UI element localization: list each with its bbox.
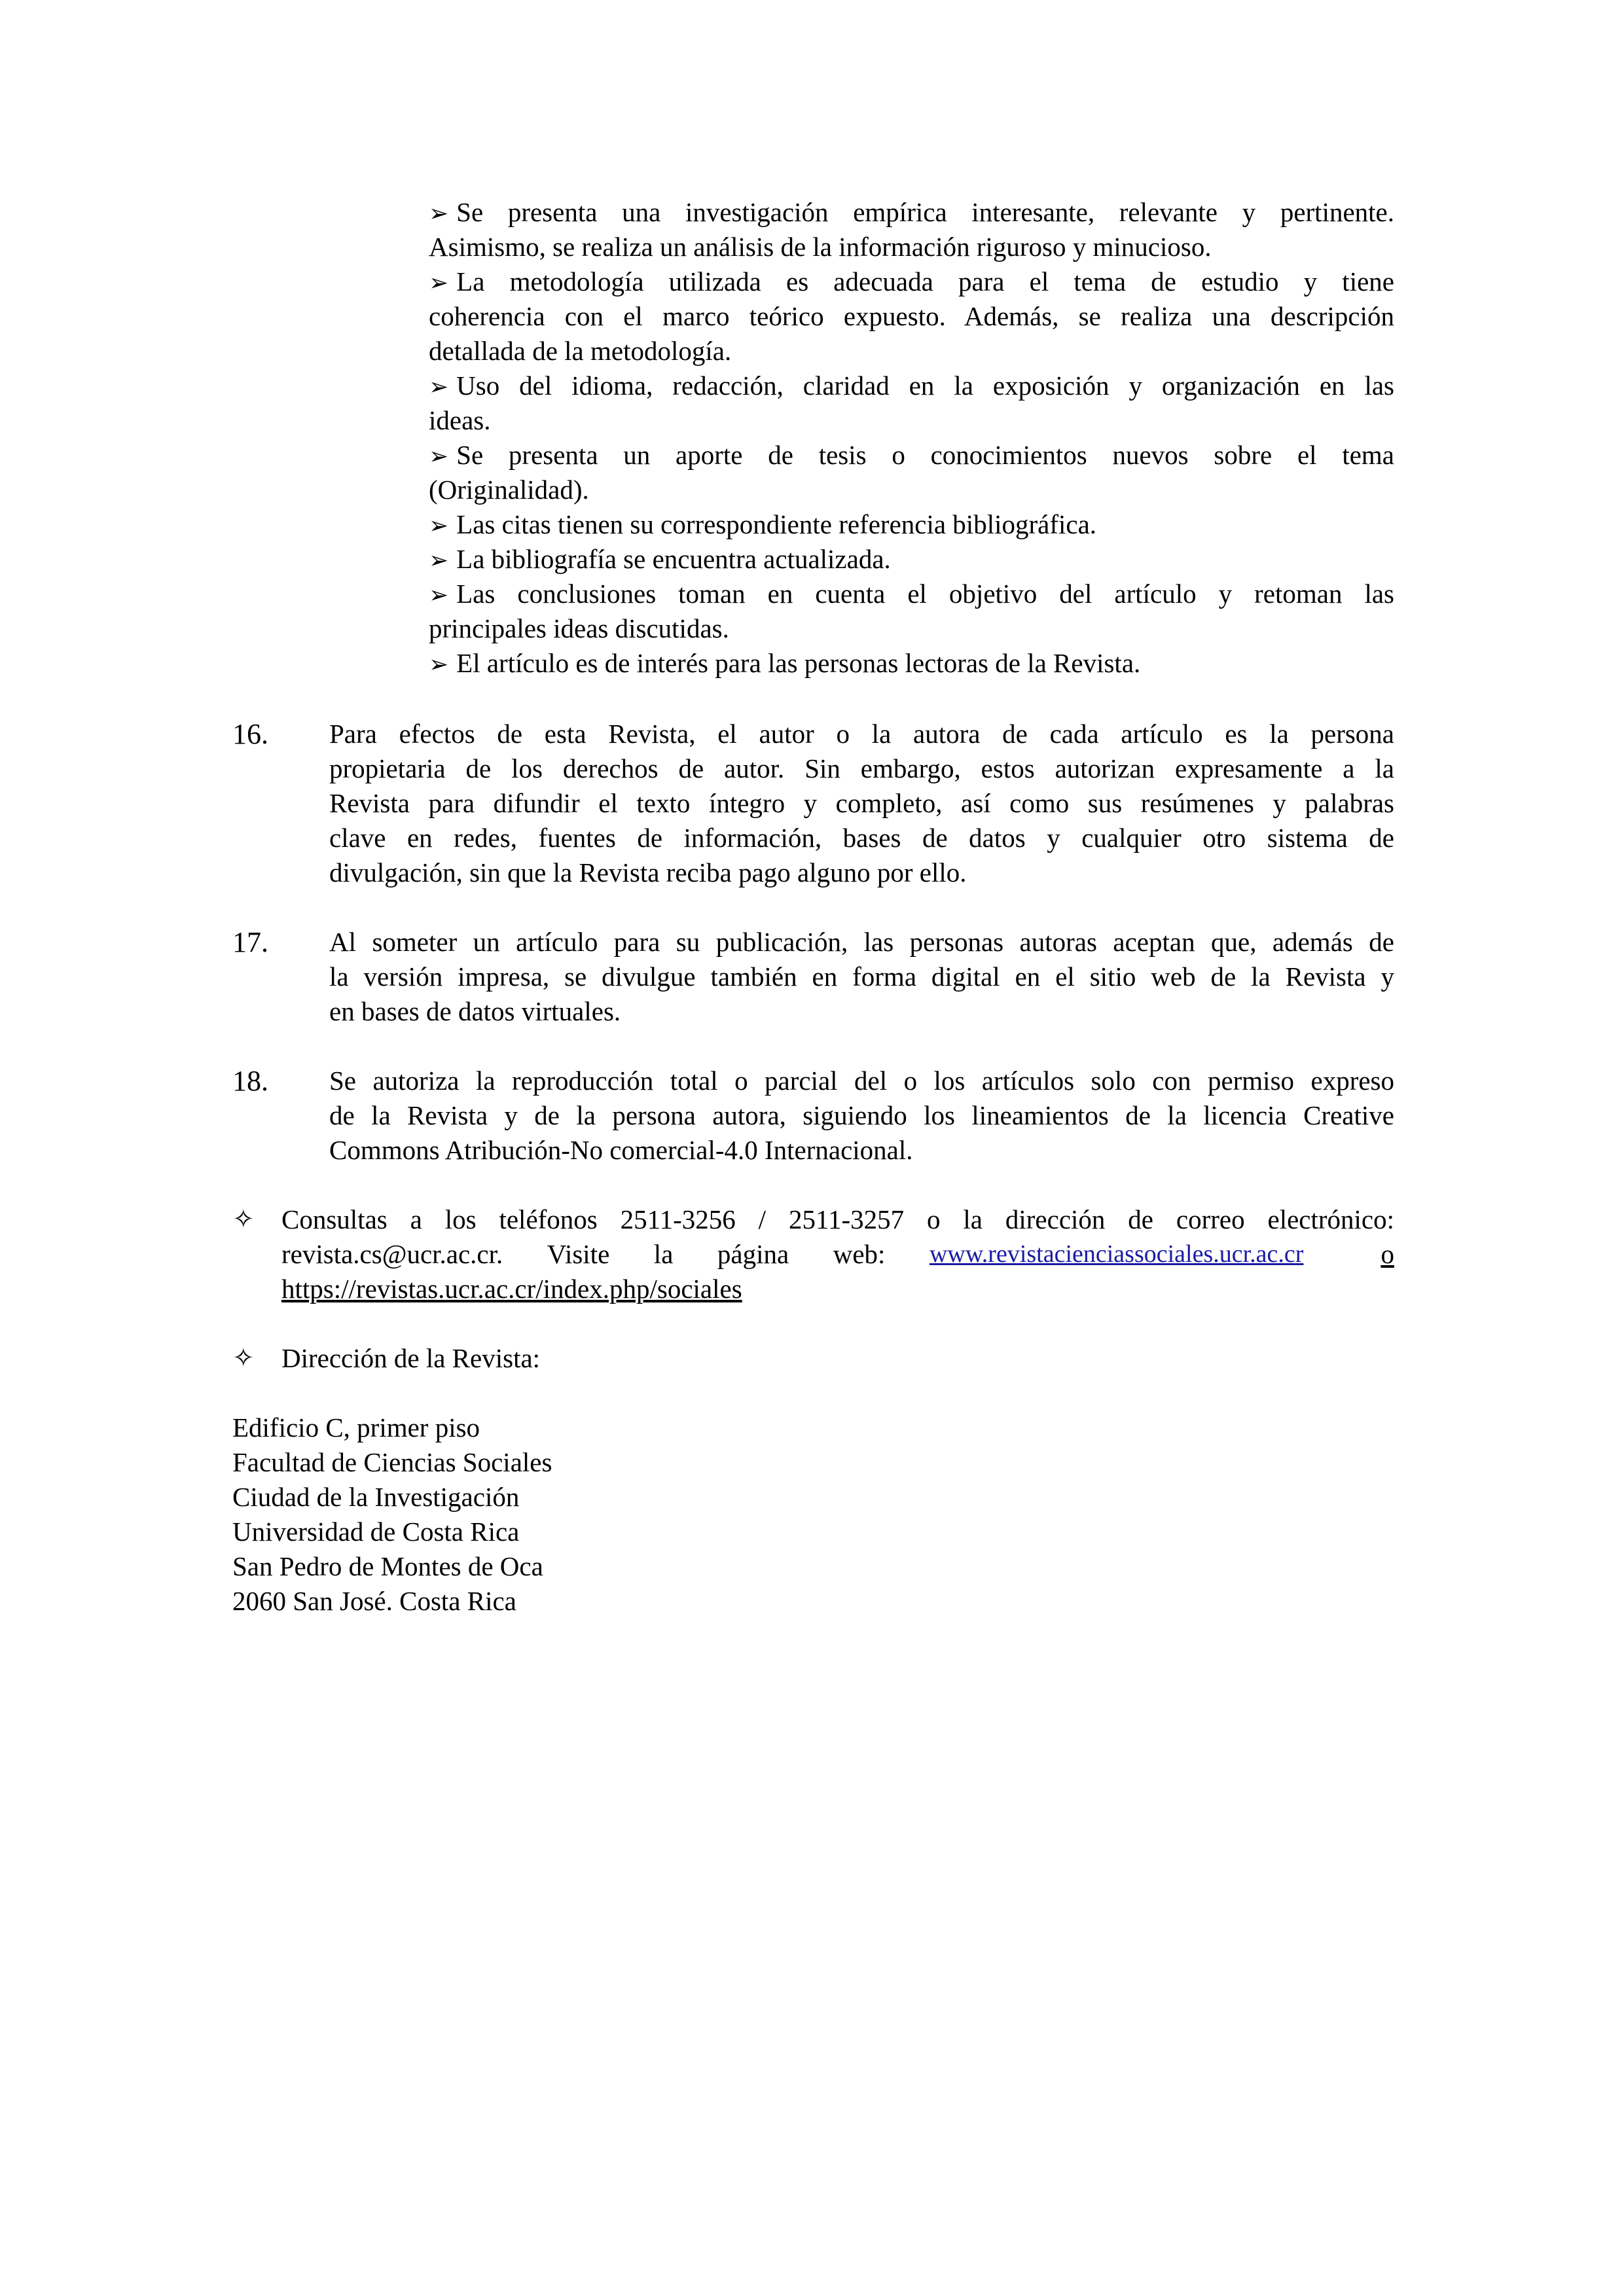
arrowhead-icon: ➢ [429, 651, 449, 678]
criteria-item-7-line-2: principales ideas discutidas. [429, 613, 729, 643]
contact-line-3 [281, 1272, 742, 1306]
item-number: 17. [232, 926, 268, 958]
contact-line-2 [281, 1237, 1394, 1272]
visit-word: Visite [547, 1239, 610, 1269]
arrowhead-icon: ➢ [429, 582, 449, 609]
arrowhead-icon: ➢ [429, 443, 449, 470]
item-17-line-1: Al someter un artículo para su publicación, las personas autoras aceptan que, además de [329, 927, 1394, 957]
criteria-item-2-line-1: ➢ La metodología utilizada es adecuada para el tema de estudio y tiene [429, 264, 1394, 300]
item-16-line-3: Revista para difundir el texto íntegro y completo, así como sus resúmenes y palabras [329, 788, 1394, 818]
criteria-item-8-line-1: ➢ El artículo es de interés para las personas lectoras de la Revista. [429, 646, 1140, 682]
criteria-item-3-line-2: ideas. [429, 405, 491, 435]
item-16-line-1: Para efectos de esta Revista, el autor o la autora de cada artículo es la persona [329, 719, 1394, 749]
address-line-6: 2060 San José. Costa Rica [232, 1586, 516, 1616]
contact-line-1: Consultas a los teléfonos 2511-3256 / 2511-3257 o la dirección de correo electrónico: [281, 1204, 1394, 1234]
website-link[interactable]: www.revistacienciassociales.ucr.ac.cr [929, 1240, 1304, 1268]
arrowhead-icon: ➢ [429, 547, 449, 574]
criteria-item-5-line-1: ➢ Las citas tienen su correspondiente referencia bibliográfica. [429, 507, 1096, 543]
address-line-5: San Pedro de Montes de Oca [232, 1551, 543, 1581]
o-word: o [1380, 1239, 1394, 1269]
item-number: 16. [232, 718, 268, 750]
pagina-word: página [717, 1239, 789, 1269]
address-heading: Dirección de la Revista: [281, 1343, 541, 1373]
la-word: la [653, 1239, 674, 1269]
portal-link[interactable]: https://revistas.ucr.ac.cr/index.php/sociales [281, 1274, 742, 1304]
address-line-2: Facultad de Ciencias Sociales [232, 1447, 552, 1477]
item-16-line-2: propietaria de los derechos de autor. Sin embargo, estos autorizan expresamente a la [329, 753, 1394, 783]
website-link-group [929, 1237, 1394, 1272]
arrowhead-icon: ➢ [429, 512, 449, 539]
four-point-star-icon: ✧ [232, 1204, 255, 1234]
criteria-item-1-line-2: Asimismo, se realiza un análisis de la información riguroso y minucioso. [429, 232, 1212, 262]
item-18-line-3: Commons Atribución-No comercial-4.0 Internacional. [329, 1135, 913, 1165]
web-word: web: [833, 1239, 886, 1269]
address-line-4: Universidad de Costa Rica [232, 1516, 520, 1547]
criteria-item-2-line-3: detallada de la metodología. [429, 336, 732, 366]
arrowhead-icon: ➢ [429, 374, 449, 401]
criteria-item-3-line-1: ➢ Uso del idioma, redacción, claridad en la exposición y organización en las [429, 368, 1394, 404]
address-line-3: Ciudad de la Investigación [232, 1482, 520, 1512]
item-18-line-2: de la Revista y de la persona autora, siguiendo los lineamientos de la licencia Creative [329, 1100, 1394, 1130]
criteria-item-2-line-2: coherencia con el marco teórico expuesto. Además, se realiza una descripción [429, 301, 1394, 331]
item-16-line-4: clave en redes, fuentes de información, bases de datos y cualquier otro sistema de [329, 823, 1394, 853]
four-point-star-icon: ✧ [232, 1343, 255, 1373]
item-17-line-3: en bases de datos virtuales. [329, 996, 621, 1026]
address-line-1: Edificio C, primer piso [232, 1412, 480, 1443]
criteria-item-4-line-1: ➢ Se presenta un aporte de tesis o conocimientos nuevos sobre el tema [429, 438, 1394, 474]
criteria-item-4-line-2: (Originalidad). [429, 475, 589, 505]
item-16-line-5: divulgación, sin que la Revista reciba pago alguno por ello. [329, 857, 967, 888]
item-17-line-2: la versión impresa, se divulgue también en forma digital en el sitio web de la Revista y [329, 961, 1394, 992]
criteria-item-1-line-1: ➢ Se presenta una investigación empírica interesante, relevante y pertinente. [429, 195, 1394, 231]
criteria-item-7-line-1: ➢ Las conclusiones toman en cuenta el objetivo del artículo y retoman las [429, 577, 1394, 613]
item-number: 18. [232, 1065, 268, 1097]
arrowhead-icon: ➢ [429, 200, 449, 227]
email-text: revista.cs@ucr.ac.cr. [281, 1239, 503, 1269]
item-18-line-1: Se autoriza la reproducción total o parcial del o los artículos solo con permiso expreso [329, 1066, 1394, 1096]
arrowhead-icon: ➢ [429, 270, 449, 296]
criteria-item-6-line-1: ➢ La bibliografía se encuentra actualizada. [429, 542, 891, 578]
